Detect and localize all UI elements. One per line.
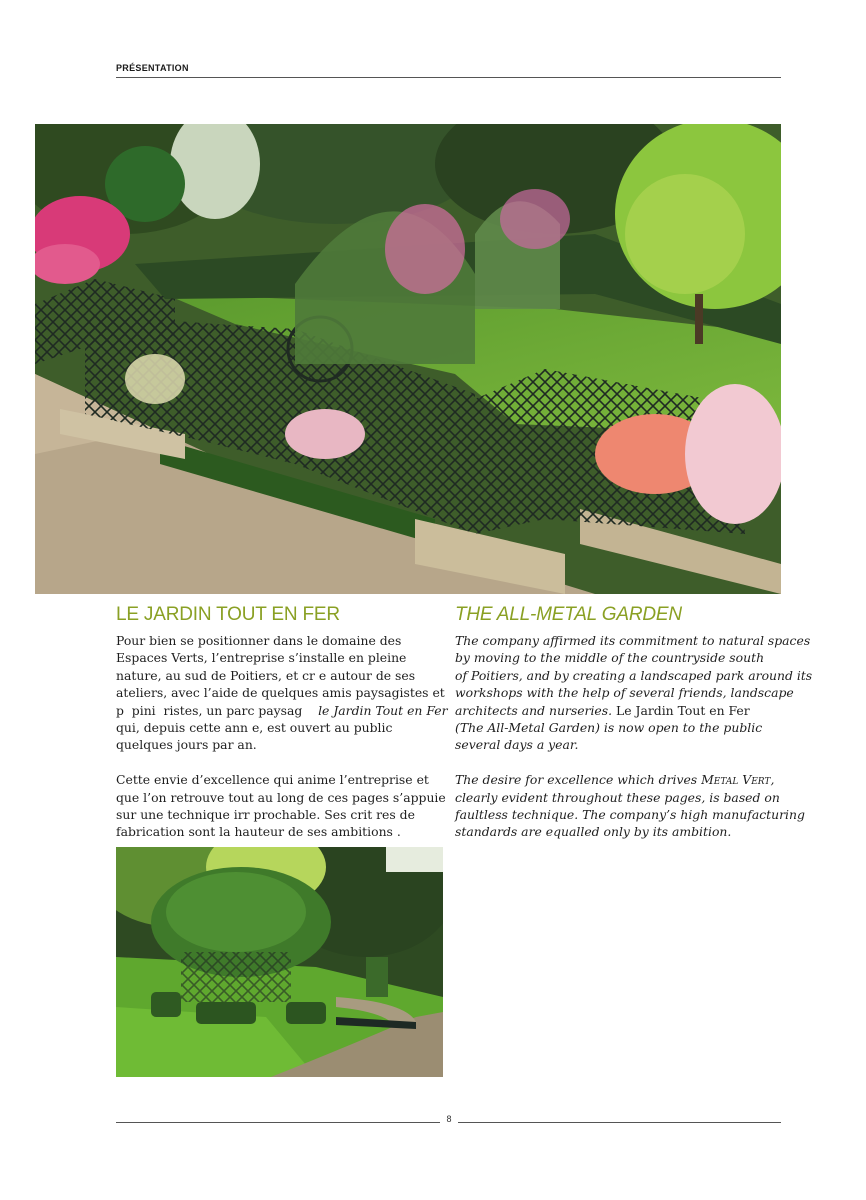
text-line: sur une technique irr prochable. Ses crit res de	[116, 807, 415, 823]
text-line: quelques jours par an.	[116, 737, 257, 753]
text-line	[455, 702, 785, 719]
photo-garden-main	[35, 124, 781, 594]
footer-rule-left	[116, 1122, 440, 1123]
heading-english: THE ALL-METAL GARDEN	[455, 604, 682, 625]
french-column	[116, 632, 446, 841]
garden-name-italic: le Jardin Tout en Fer	[318, 702, 448, 718]
text-line: qui, depuis cette ann e, est ouvert au public	[116, 720, 393, 736]
text-line: Pour bien se positionner dans le domaine des	[116, 633, 402, 648]
text-line: Cette envie d’excellence qui anime l’entreprise et	[116, 772, 429, 788]
photo-garden-small	[116, 847, 443, 1077]
text-line: ateliers, avec l’aide de quelques amis paysagistes et	[116, 685, 445, 701]
text-segment: architects and nurseries.	[455, 702, 616, 718]
text-line	[455, 771, 785, 788]
garden-name-upright: Le Jardin Tout en Fer	[616, 702, 750, 718]
text-line: of Poitiers, and by creating a landscaped park around its	[455, 667, 813, 683]
text-line: Espaces Verts, l’entreprise s’installe en pleine	[116, 650, 407, 666]
text-line: standards are equalled only by its ambition.	[455, 824, 732, 840]
text-line: faultless technique. The company’s high manufacturing	[455, 807, 805, 823]
text-line: que l’on retrouve tout au long de ces pages s’appuie	[116, 789, 446, 805]
text-line: clearly evident throughout these pages, is based on	[455, 789, 780, 805]
heading-french: LE JARDIN TOUT EN FER	[116, 604, 340, 625]
text-line: workshops with the help of several friends, landscape	[455, 685, 794, 701]
text-line: several days a year.	[455, 737, 579, 753]
english-column	[455, 632, 813, 841]
text-line	[116, 702, 446, 719]
section-label: PRÉSENTATION	[116, 63, 189, 73]
footer-rule-right	[458, 1122, 781, 1123]
page-number: 8	[446, 1114, 452, 1124]
text-segment: The desire for excellence which drives	[455, 772, 702, 788]
text-line: The company affirmed its commitment to natural spaces	[455, 633, 811, 648]
text-line: fabrication sont la hauteur de ses ambitions .	[116, 824, 401, 840]
text-segment: p pini ristes, un parc paysag	[116, 702, 319, 718]
company-name: Metal Vert	[701, 772, 771, 788]
header-rule	[116, 77, 781, 78]
text-segment: ,	[770, 772, 775, 788]
text-line: (The All-Metal Garden) is now open to the public	[455, 720, 763, 736]
text-line: nature, au sud de Poitiers, et cr e autour de ses	[116, 667, 416, 683]
text-line: by moving to the middle of the countryside south	[455, 650, 765, 666]
